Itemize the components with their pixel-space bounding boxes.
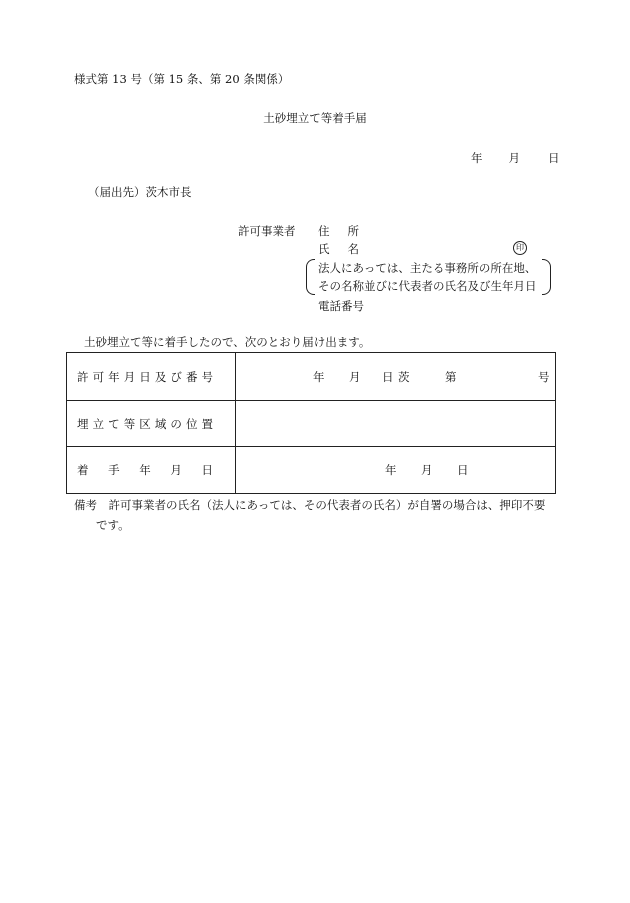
start-date-row (67, 447, 556, 494)
date-day: 日 (548, 151, 560, 165)
right-bracket (542, 259, 551, 295)
remarks-line2: です。 (96, 518, 130, 532)
left-bracket (306, 259, 315, 295)
remarks-line1: 備考 許可事業者の氏名（法人にあっては、その代表者の氏名）が自署の場合は、押印不要 (74, 498, 546, 512)
document-title: 土砂埋立て等着手届 (263, 111, 367, 125)
seal-mark: 印 (513, 241, 527, 255)
date-month: 月 (508, 151, 520, 165)
intro-text: 土砂埋立て等に着手したので、次のとおり届け出ます。 (84, 335, 371, 349)
phone-label: 電話番号 (318, 299, 364, 313)
start-date-value[interactable]: 年 月 日 (236, 447, 556, 494)
area-location-label: 埋 立 て 等 区 域 の 位 置 (67, 401, 236, 447)
name-label: 氏名 (318, 242, 377, 256)
corporate-note-line1: 法人にあっては、主たる事務所の所在地、 (318, 261, 537, 275)
applicant-label: 許可事業者 (238, 224, 296, 238)
notification-table (66, 352, 556, 494)
area-location-row (67, 401, 556, 447)
permit-row (67, 353, 556, 401)
date-year: 年 (471, 151, 483, 165)
form-number: 様式第 13 号（第 15 条、第 20 条関係） (74, 72, 290, 86)
start-date-label: 着 手 年 月 日 (67, 447, 236, 494)
permit-label: 許 可 年 月 日 及 び 番 号 (67, 353, 236, 401)
addressee: （届出先）茨木市長 (88, 185, 192, 199)
address-label: 住所 (318, 224, 377, 238)
corporate-note-line2: その名称並びに代表者の氏名及び生年月日 (318, 279, 537, 293)
permit-value[interactable]: 年 月 日 茨 第 号 (236, 353, 556, 401)
area-location-value[interactable] (236, 401, 556, 447)
submission-date (471, 151, 560, 165)
